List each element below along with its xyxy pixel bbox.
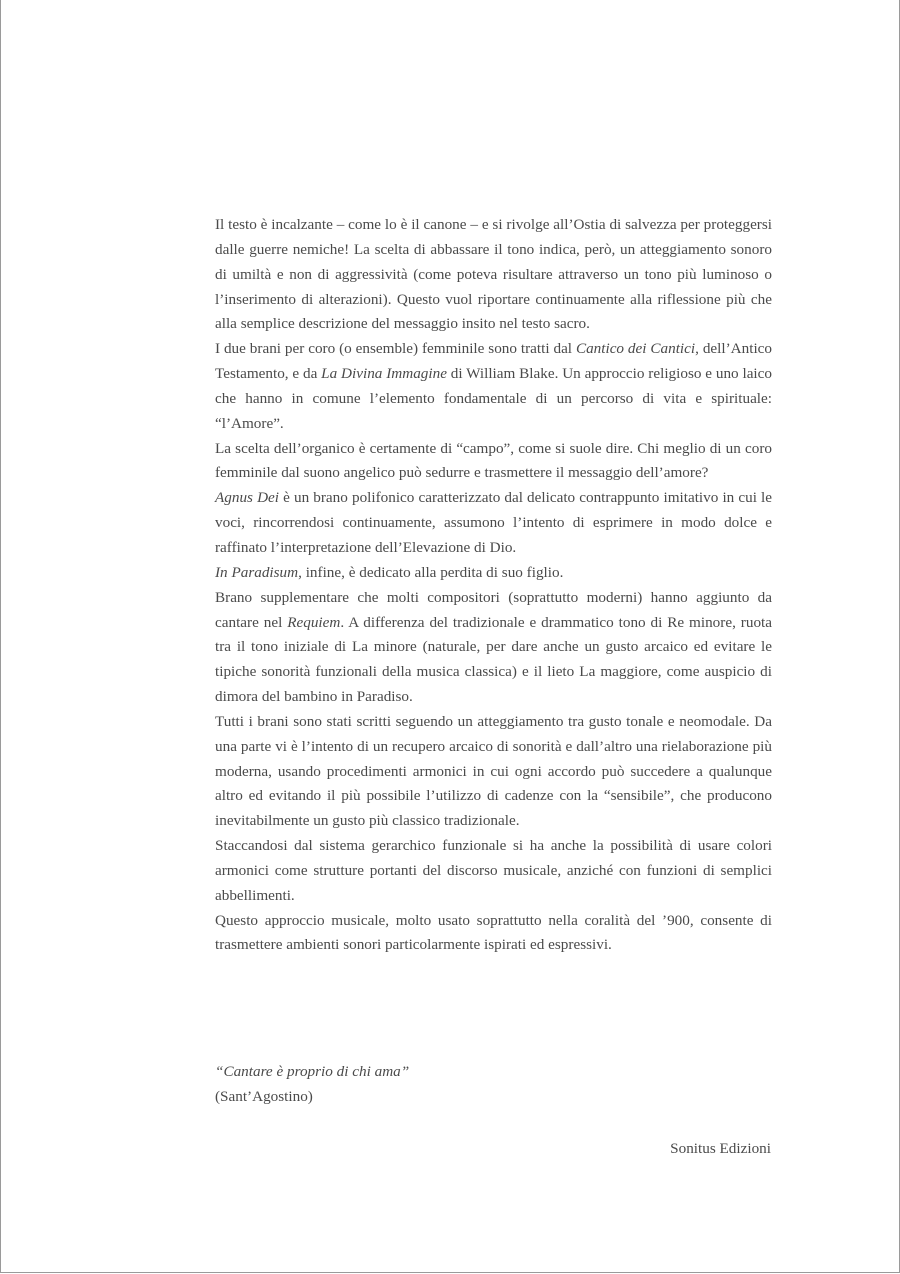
paragraph-3: La scelta dell’organico è certamente di “campo”, come si suole dire. Chi meglio di un coro femminile dal suono angelico può sedurre e trasmettere il messaggio dell’amore? (215, 439, 772, 482)
title-cantico: Cantico dei Cantici (575, 340, 696, 358)
paragraph-1: Il testo è incalzante – come lo è il canone – e si rivolge all’Ostia di salvezza per proteggersi dalle guerre nemiche! La scelta di abbassare il tono indica, però, un atteggiamento sonoro di umiltà e non di aggressività (come poteva risultare attraverso un tono più luminoso o l’inserimento di alterazioni). Questo vuol riportare continuamente alla riflessione più che alla semplice descrizione del messaggio insito nel testo sacro. (215, 216, 772, 333)
title-agnus-dei: Agnus Dei (215, 489, 280, 507)
paragraph-7: Tutti i brani sono stati scritti seguendo un atteggiamento tra gusto tonale e neomodale. Da una parte vi è l’intento di un recupero arcaico di sonorità e dall’altro una rielaborazione più moderna, usando procedimenti armonici in cui ogni accordo può succedere a qualunque altro ed evitando il più possibile l’utilizzo di cadenze con la “sensibile”, che producono inevitabilmente un gusto più classico tradizionale. (215, 712, 772, 830)
body-text (215, 213, 772, 958)
paragraph-4: Agnus Dei è un brano polifonico caratterizzato dal delicato contrappunto imitativo in cui le voci, rincorrendosi continuamente, assumono l’intento di esprimere in modo dolce e raffinato l’interpretazione dell’Elevazione di Dio. (215, 489, 772, 556)
paragraph-9: Questo approccio musicale, molto usato soprattutto nella coralità del ’900, consente di trasmettere ambienti sonori particolarmente ispirati ed espressivi. (215, 911, 772, 954)
publisher-name: Sonitus Edizioni (670, 1140, 771, 1157)
paragraph-5: In Paradisum, infine, è dedicato alla perdita di suo figlio. (215, 563, 564, 581)
paragraph-6: Brano supplementare che molti compositori (soprattutto moderni) hanno aggiunto da cantare nel Requiem. A differenza del tradizionale e drammatico tono di Re minore, ruota tra il tono iniziale di La minore (naturale, per dare anche un gusto arcaico ed evitare le tipiche sonorità funzionali della musica classica) e il lieto La maggiore, come auspicio di dimora del bambino in Paradiso. (215, 588, 772, 706)
title-requiem: Requiem (287, 613, 341, 631)
title-divina-immagine: La Divina Immagine (321, 365, 447, 383)
quote-text: “Cantare è proprio di chi ama” (215, 1063, 410, 1080)
title-in-paradisum: In Paradisum (215, 563, 299, 581)
quote-author: (Sant’Agostino) (215, 1087, 313, 1105)
paragraph-2: I due brani per coro (o ensemble) femminile sono tratti dal Cantico dei Cantici, dell’Antico Testamento, e da La Divina Immagine di William Blake. Un approccio religioso e uno laico che hanno in comune l’elemento fondamentale di un percorso di vita e spirituale: “l’Amore”. (215, 340, 772, 432)
quote-block (215, 1060, 772, 1110)
paragraph-8: Staccandosi dal sistema gerarchico funzionale si ha anche la possibilità di usare colori armonici come strutture portanti del discorso musicale, anziché con funzioni di semplici abbellimenti. (215, 837, 772, 904)
